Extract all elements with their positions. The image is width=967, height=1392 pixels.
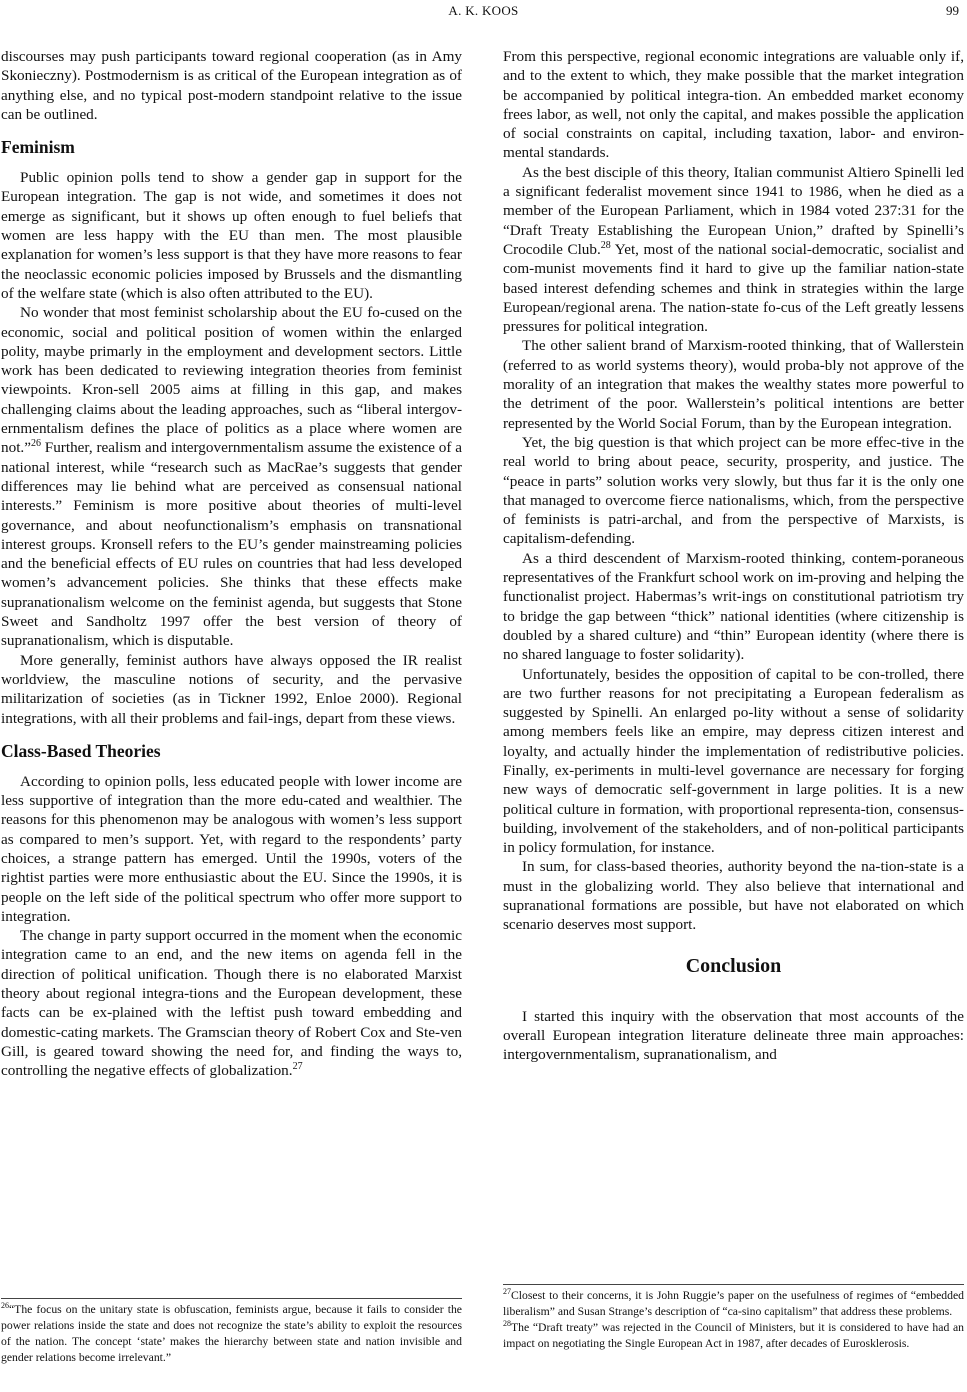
paragraph: According to opinion polls, less educated people with lower income are less supportive of integration than the more edu-cated and wealthier. The reasons for this phenomenon may be analogous with women’s less support as compared to men’s support. Yet, with regard to the respondents’ party choices, a strange pattern has emerged. Until the 1990s, voters of the rightist parties were more enthusiastic about the EU. Since the 1990s, it is people on the left side of the political spectrum who offer more support to integration. bbox=[1, 772, 462, 925]
paragraph bbox=[1, 926, 462, 1080]
paragraph bbox=[503, 163, 964, 337]
right-column bbox=[503, 47, 964, 1065]
footnote-mark: 28 bbox=[503, 1319, 511, 1328]
paragraph-text: No wonder that most feminist scholarship about the EU fo-cused on the economic, social and political position of women within the enlarged polity, maybe primarly in the employment and development sectors. Little work has been dedicated to reviewing integration theories from feminist viewpoints. Kron-sell 2005 aims at filling in this gap, and makes challenging claims about the leading approaches, such as “liberal intergov-ernmentalism defines the place of politics as a place where women are not.” bbox=[1, 304, 462, 457]
footnote-mark: 26 bbox=[1, 1301, 9, 1310]
paragraph: Yet, the big question is that which project can be more effec-tive in the real world to bring about peace, security, prosperity, and justice. The “peace in parts” solution works very slowly, but thus far it is the only one that managed to overcome fierce nationalisms, which, from the perspective of feminists is patri-archal, and from the perspective of Marxists, is capitalism-defending. bbox=[503, 433, 964, 548]
paragraph: Public opinion polls tend to show a gender gap in support for the European integration. The gap is not wide, and sometimes it does not emerge as significant, but it shows up often enough to fuel beliefs that women are less happy with the EU than men. The most plausible explanation for women’s less support is that they have more reasons to fear the neoclassic economic policies imposed by Brussels and the dismantling of the welfare state (which is also often attributed to the EU). bbox=[1, 169, 462, 302]
section-heading-feminism: Feminism bbox=[1, 137, 75, 158]
footnote-text: The “Draft treaty” was rejected in the Council of Ministers, but it is considered to have had an impact on negotiating the Single European Act in 1987, after decades of Eurosklerosis. bbox=[503, 1321, 964, 1350]
footnote-text: Closest to their concerns, it is John Ruggie’s paper on the usefulness of regimes of “embedded liberalism” and Susan Strange’s description of “ca-sino capitalism” that address these problems. bbox=[503, 1289, 964, 1318]
footnote-26 bbox=[1, 1302, 462, 1366]
section-heading-class-based-theories: Class-Based Theories bbox=[1, 740, 161, 761]
footnote-28 bbox=[503, 1320, 964, 1352]
paragraph: More generally, feminist authors have always opposed the IR realist worldview, the masculine notions of security, and the pervasive militarization of societies (as in Tickner 1992, Enloe 2000). Regional integrations, with all their problems and fail-ings, depart from these views. bbox=[1, 651, 462, 727]
footnotes-right bbox=[503, 1288, 964, 1352]
left-column bbox=[1, 47, 462, 1081]
paragraph: The other salient brand of Marxism-rooted thinking, that of Wallerstein (referred to as world systems theory), would proba-bly not approve of the morality of an integration that makes the wealthy states more powerful to the detriment of the poor. Wallerstein’s political intentions are better represented by the World Social Forum, than by the European integration. bbox=[503, 337, 964, 432]
footnote-rule bbox=[503, 1284, 964, 1285]
footnote-ref-27[interactable]: 27 bbox=[292, 1061, 303, 1073]
footnote-rule bbox=[1, 1298, 462, 1299]
paragraph: As a third descendent of Marxism-rooted thinking, contem-poraneous representatives of the Frankfurt school work on im-proving and helping the functionalist project. Habermas’s writ-ings on constitutional patriotism try to bridge the gap between “thick” national identities (where citizenship is doubled by a shared culture) and “thin” European identity (where there is no shared language to foster solidarity). bbox=[503, 549, 964, 664]
footnote-mark: 27 bbox=[503, 1287, 511, 1296]
running-header bbox=[0, 0, 967, 22]
paragraph-text: Further, realism and intergovernmentalism assume the existence of a national interest, while “research such as MacRae’s suggests that gender differences may lie behind what are perceived as consensual national interests.” Feminism is more positive about theories of multi-level governance, and about neofunctionalism’s emphasis on transnational interest groups. Kronsell refers to the EU’s gender mainstreaming policies and the beneficial effects of EU rules on countries that had less developed women’s advancement policies. She thinks that these effects make supranationalism welcome on the feminist agenda, but suggests that Stone Sweet and Sandholtz 1997 offer the best version of theory of supranationalism, which is disputable. bbox=[1, 439, 462, 650]
footnote-text: “The focus on the unitary state is obfuscation, feminists argue, because it fails to consider the power relations inside the state and does not recognize the state’s ability to exploit the resources of the nation. The concept ‘state’ makes the hierarchy between state and nation invisible and gender relations become irrelevant.” bbox=[1, 1303, 462, 1364]
footnote-ref-28[interactable]: 28 bbox=[600, 239, 611, 251]
paragraph: Unfortunately, besides the opposition of capital to be con-trolled, there are two further reasons for not precipitating a European federalism as suggested by Spinelli. An enlarged po-lity without a sense of solidarity among members feels like an empire, may depress citizen interest and loyalty, and actually hinder the implementation of redistributive policies. Finally, ex-periments in multi-level governance are necessary for forging new ways of democratic self-government in large polities. It is a new political culture in formation, with proportional representa-tion, consensus-building, involvement of the stakeholders, and of non-political participants in policy formulation, for instance. bbox=[503, 665, 964, 857]
paragraph: I started this inquiry with the observation that most accounts of the overall European integration literature delineate three main approaches: intergovernmentalism, supranationalism, and bbox=[503, 1007, 964, 1064]
footnote-ref-26[interactable]: 26 bbox=[30, 438, 41, 450]
paragraph: discourses may push participants toward regional cooperation (as in Amy Skonieczny). Postmodernism is as critical of the European integration as of anything else, and no typical post-modern standpoint relative to the issue can be outlined. bbox=[1, 48, 462, 123]
footnote-27 bbox=[503, 1288, 964, 1320]
paragraph-text: As the best disciple of this theory, Italian communist Altiero Spinelli led a significant federalist movement since 1941 to 1986, when he died as a member of the European Parliament, which in 1984 voted 237:31 for the “Draft Treaty Establishing the European Union,” drafted by Spinelli’s Crocodile Club. bbox=[503, 163, 964, 258]
page-number: 99 bbox=[946, 3, 959, 18]
paragraph bbox=[1, 303, 462, 650]
running-head-author: A. K. KOOS bbox=[448, 3, 519, 18]
paragraph-text: Yet, most of the national social-democratic, socialist and com-munist movements find it hard to give up the familiar nation-state based interest defending schemes and think in strategies within the large European/regional arena. The nation-state fo-cus of the Left greatly lessens pressures for political integration. bbox=[503, 240, 964, 336]
section-heading-conclusion: Conclusion bbox=[685, 954, 782, 977]
paragraph: From this perspective, regional economic integrations are valuable only if, and to the extent to which, they make possible that the market integration be accompanied by political integra-tion. An embedded market economy frees labor, as well, not only the capital, and makes possible the application of social constraints on capital, including taxation, labor- and environ-mental standards. bbox=[503, 48, 964, 162]
paragraph-text: The change in party support occurred in the moment when the economic integration came to an end, and the new items on agenda fell in the direction of political unification. Though there is no elaborated Marxist theory about regional integra-tions and the European development, these facts can be ex-plained with the leftist push toward embedding and domestic-cating markets. The Gramscian theory of Robert Cox and Ste-ven Gill, is geared toward showing the need for, and finding the ways to, controlling the negative effects of globalization. bbox=[1, 927, 462, 1080]
paragraph: In sum, for class-based theories, authority beyond the na-tion-state is a must in the globalizing world. They also believe that international and supranational formations are possible, but have not elaborated on which scenario deserves most support. bbox=[503, 858, 964, 934]
